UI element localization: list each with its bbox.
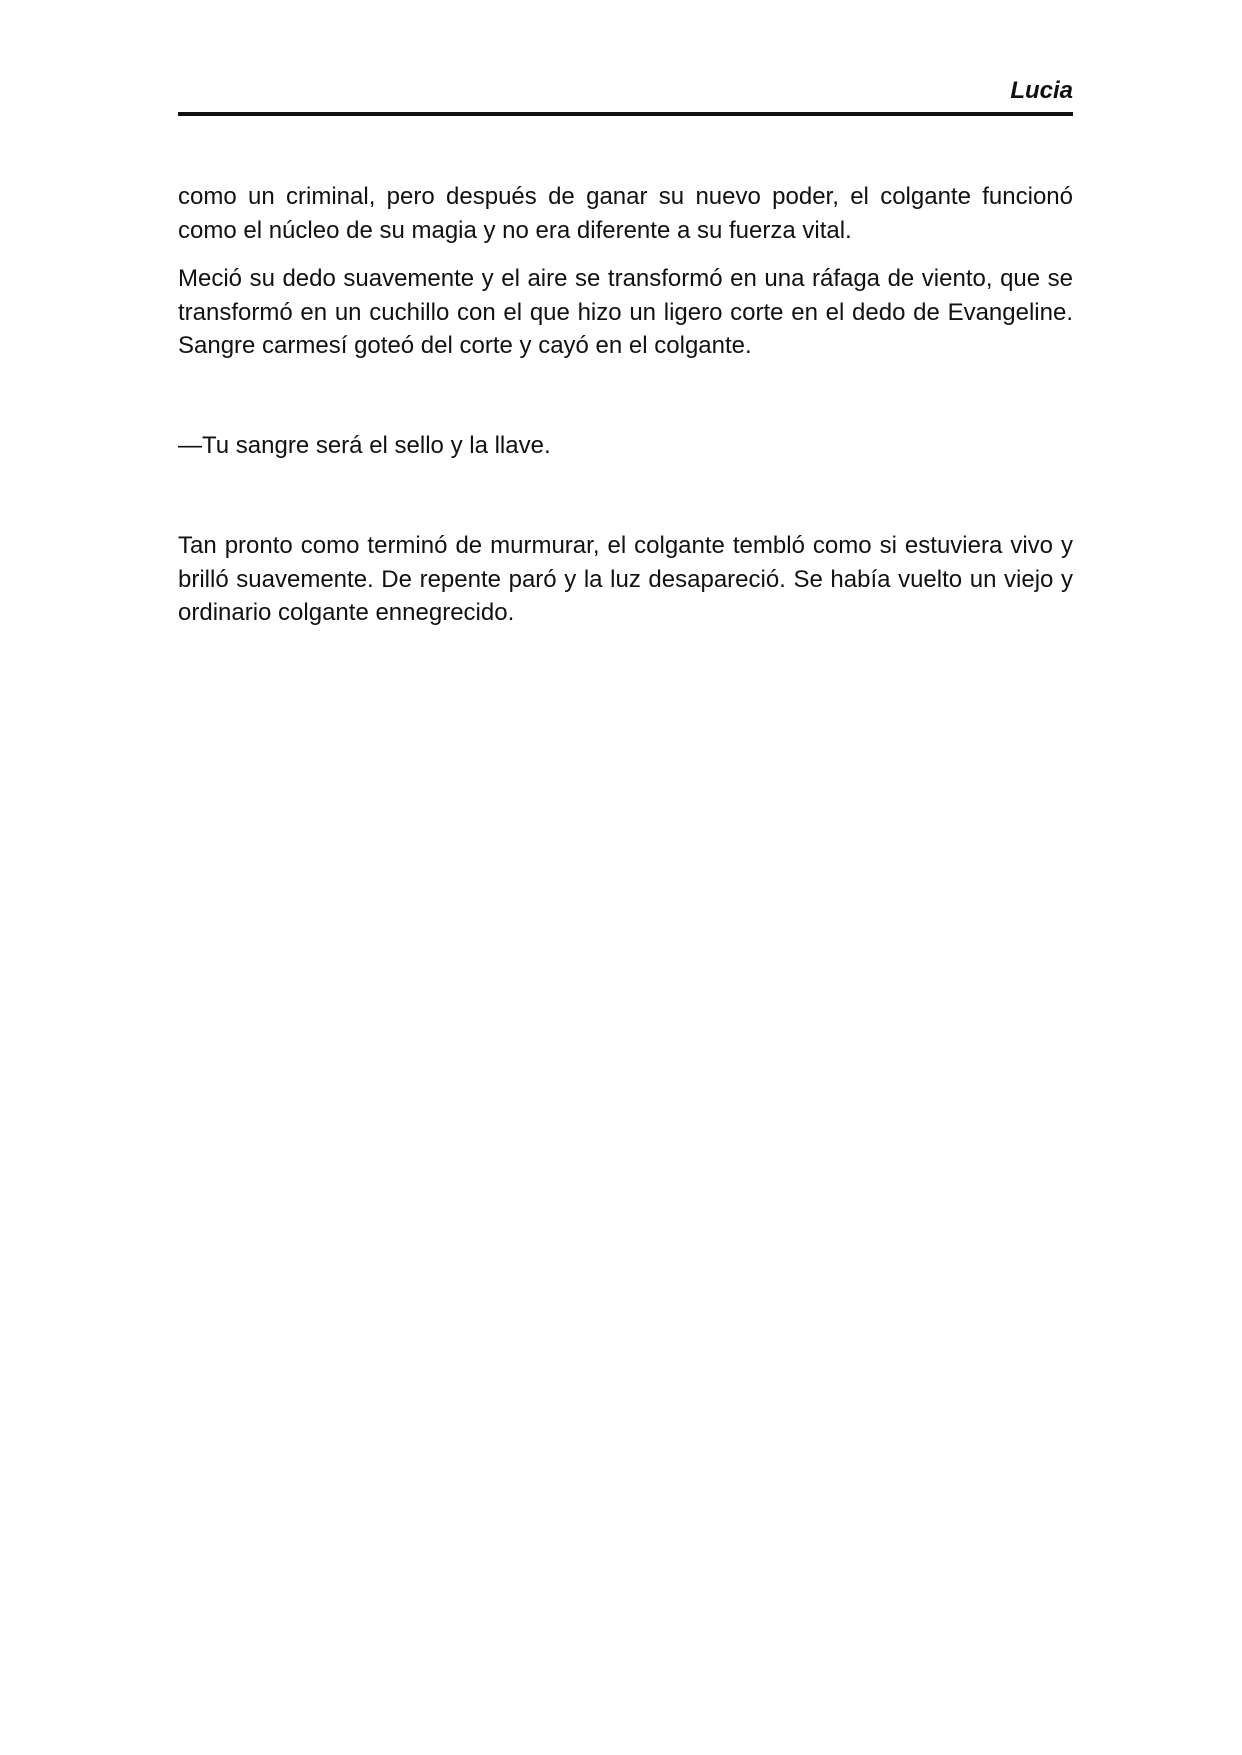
paragraph: Tan pronto como terminó de murmurar, el colgante tembló como si estuviera vivo y brilló suavemente. De repente paró y la luz desapareció. Se había vuelto un viejo y ordinario colgante ennegrecido. [178,532,1073,626]
paragraph: Meció su dedo suavemente y el aire se transformó en una ráfaga de viento, que se transformó en un cuchillo con el que hizo un ligero corte en el dedo de Evangeline. Sangre carmesí goteó del corte y cayó en el colgante. [178,265,1073,359]
running-header-title: Lucia [1010,77,1073,104]
running-header [178,76,1073,116]
body-text [178,180,1073,630]
paragraph: como un criminal, pero después de ganar su nuevo poder, el colgante funcionó como el núcleo de su magia y no era diferente a su fuerza vital. [178,183,1073,244]
dialogue-line: —Tu sangre será el sello y la llave. [178,431,551,459]
